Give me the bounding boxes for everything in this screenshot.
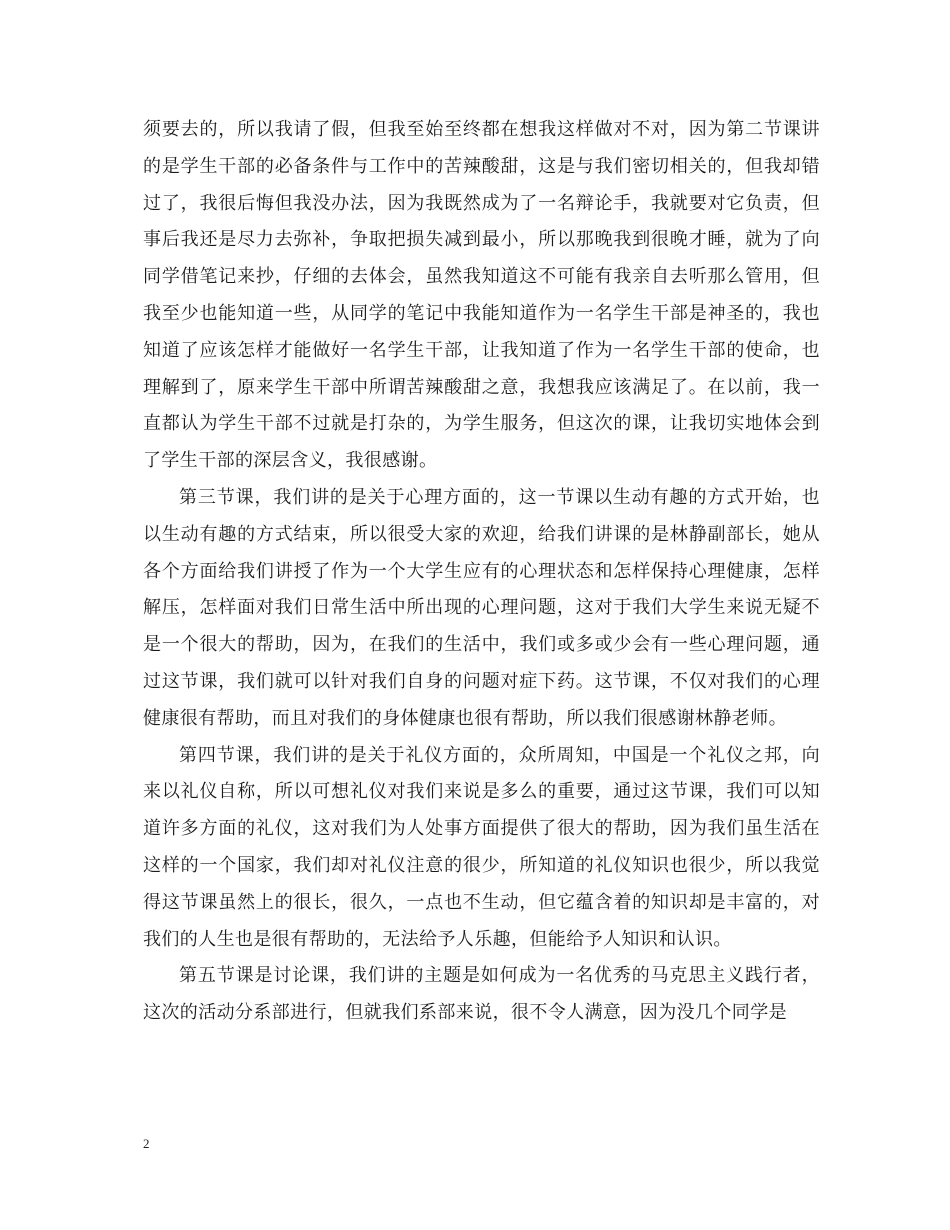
paragraph-3: 第四节课，我们讲的是关于礼仪方面的，众所周知，中国是一个礼仪之邦，向来以礼仪自称，所以可想礼仪对我们来说是多么的重要，通过这节课，我们可以知道许多方面的礼仪，这对我们为人处事方面提供了很大的帮助，因为我们虽生活在这样的一个国家，我们却对礼仪注意的很少，所知道的礼仪知识也很少，所以我觉得这节课虽然上的很长，很久，一点也不生动，但它蕴含着的知识却是丰富的，对我们的人生也是很有帮助的，无法给予人乐趣，但能给予人知识和认识。 — [143, 744, 820, 950]
paragraph-2: 第三节课，我们讲的是关于心理方面的，这一节课以生动有趣的方式开始，也以生动有趣的方式结束，所以很受大家的欢迎，给我们讲课的是林静副部长，她从各个方面给我们讲授了作为一个大学生应有的心理状态和怎样保持心理健康，怎样解压，怎样面对我们日常生活中所出现的心理问题，这对于我们大学生来说无疑不是一个很大的帮助，因为，在我们的生活中，我们或多或少会有一些心理问题，通过这节课，我们就可以针对我们自身的问题对症下药。这节课，不仅对我们的心理健康很有帮助，而且对我们的身体健康也很有帮助，所以我们很感谢林静老师。 — [143, 486, 820, 729]
paragraph-4: 第五节课是讨论课，我们讲的主题是如何成为一名优秀的马克思主义践行者，这次的活动分系部进行，但就我们系部来说，很不令人满意，因为没几个同学是 — [143, 965, 820, 1024]
body-text — [143, 112, 820, 1032]
paragraph-1: 须要去的，所以我请了假，但我至始至终都在想我这样做对不对，因为第二节课讲的是学生干部的必备条件与工作中的苦辣酸甜，这是与我们密切相关的，但我却错过了，我很后悔但我没办法，因为我既然成为了一名辩论手，我就要对它负责，但事后我还是尽力去弥补，争取把损失减到最小，所以那晚我到很晚才睡，就为了向同学借笔记来抄，仔细的去体会，虽然我知道这不可能有我亲自去听那么管用，但我至少也能知道一些，从同学的笔记中我能知道作为一名学生干部是神圣的，我也知道了应该怎样才能做好一名学生干部，让我知道了作为一名学生干部的使命，也理解到了，原来学生干部中所谓苦辣酸甜之意，我想我应该满足了。在以前，我一直都认为学生干部不过就是打杂的，为学生服务，但这次的课，让我切实地体会到了学生干部的深层含义，我很感谢。 — [143, 119, 820, 472]
page-number: 2 — [143, 1136, 150, 1151]
